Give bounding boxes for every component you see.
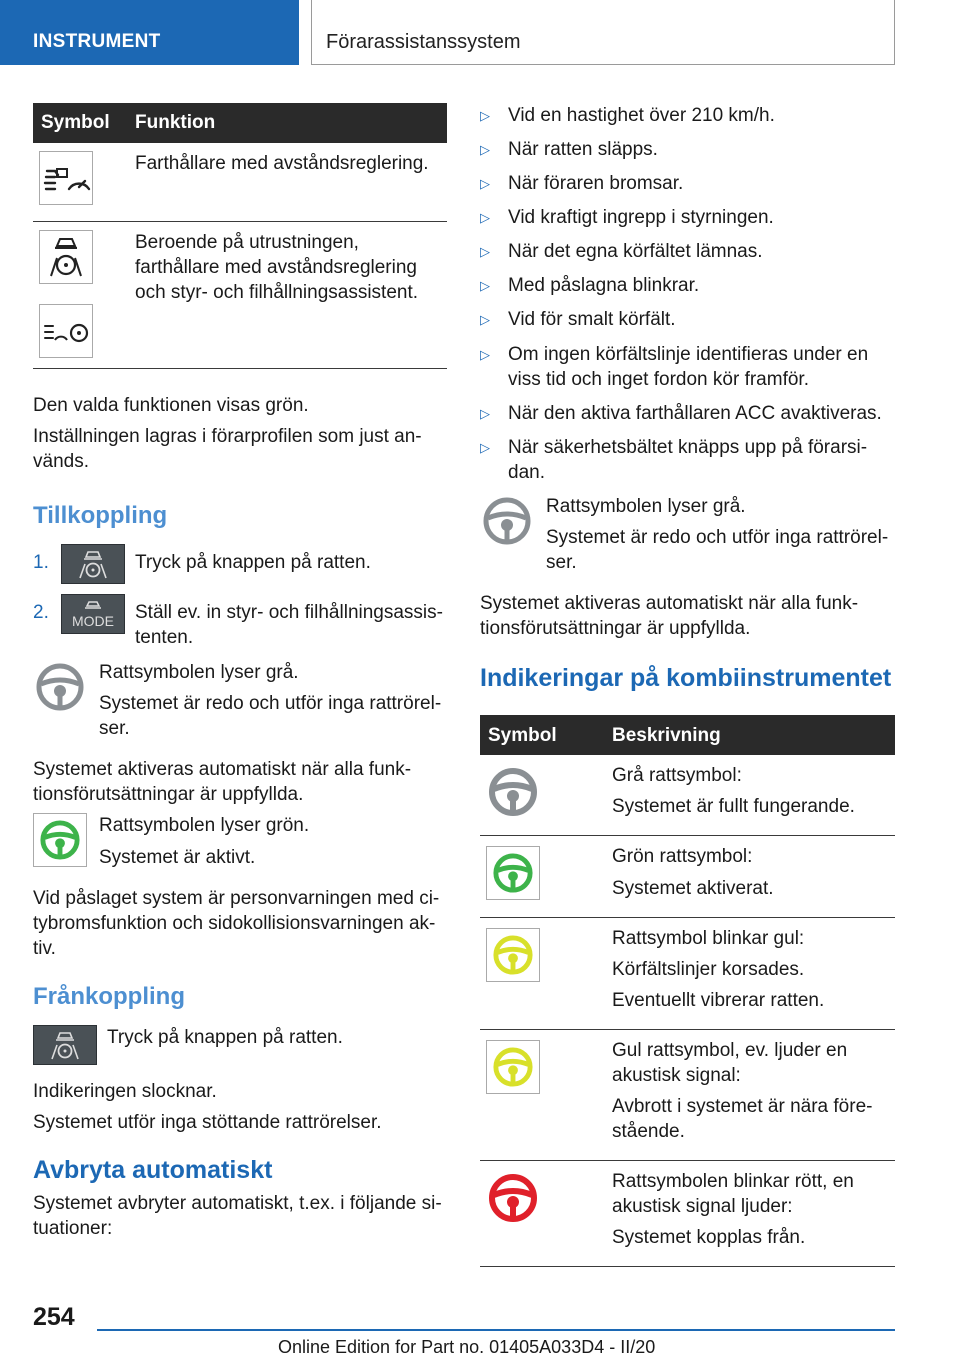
table-header-description: Beskrivning [604,715,895,755]
heading-tillkoppling: Tillkoppling [33,502,168,530]
steering-wheel-indicator-icon [486,1040,540,1094]
list-item: ▷ När föraren bromsar. [480,171,895,196]
step-text: Ställ ev. in styr- och filhållningsassis‐tenten. [135,601,443,648]
table-cell-text: Systemet kopplas från. [612,1227,806,1249]
header-chapter-box [311,0,895,65]
bullet-triangle-icon: ▷ [480,244,490,260]
steering-wheel-indicator-icon [486,846,540,900]
paragraph: Systemet aktiveras automatiskt när alla funk‐tionsförutsättningar är uppfyllda. [33,759,412,806]
table-cell-text: Rattsymbol blinkar gul: [612,927,805,949]
table-row [480,917,895,1029]
list-item: ▷ När säkerhetsbältet knäpps upp på förarsi‐dan. [480,435,895,485]
list-item: ▷ När det egna körfältet lämnas. [480,239,895,264]
table-cell-text: Avbrott i systemet är nära före‐stående. [612,1096,873,1143]
green-indicator-block [33,813,447,875]
steering-button-icon [33,1025,97,1065]
indicator-text: Systemet är redo och utför inga rattrörel‐ser. [546,527,889,574]
paragraph: Den valda funktionen visas grön. [33,395,309,416]
table-cell: Beroende på utrustningen, farthållare med avståndsreglering och styr- och filhållningsassistent. [127,222,447,369]
indicator-table [480,715,895,1267]
paragraph: Inställningen lagras i förarprofilen som just an‐vänds. [33,426,422,473]
list-item: ▷ Med påslagna blinkrar. [480,273,895,298]
step-text: Tryck på knappen på ratten. [135,551,371,573]
table-cell-text: Systemet aktiverat. [612,877,774,899]
off-step [33,1025,447,1065]
table-cell-text: Gul rattsymbol, ev. ljuder en akustisk signal: [612,1039,848,1086]
bullet-triangle-icon: ▷ [480,346,490,362]
footer-edition: Online Edition for Part no. 01405A033D4 - II/20 [278,1337,656,1357]
table-row [480,755,895,836]
table-header-symbol: Symbol [480,715,604,755]
list-item [33,594,447,650]
table-cell-text: Systemet är fullt fungerande. [612,796,855,818]
steering-wheel-grey-icon [33,660,87,714]
paragraph: Systemet utför inga stöttande rattrörelser. [33,1111,382,1133]
list-item: ▷ Om ingen körfältslinje identifieras under en viss tid och inget fordon kör framför. [480,342,895,392]
list-item: ▷ Vid en hastighet över 210 km/h. [480,103,895,128]
table-cell-text: Grå rattsymbol: [612,765,742,787]
indicator-text: Systemet är redo och utför inga rattrörel‐ser. [99,693,442,740]
heading-indikeringar: Indikeringar på kombiinstrumentet [480,664,892,693]
steps-list [33,544,447,650]
table-row [33,222,447,369]
table-cell-text: Grön rattsymbol: [612,846,753,868]
table-cell-text: Körfältslinjer korsades. [612,958,805,980]
section-title: INSTRUMENT [33,31,161,52]
list-item: ▷ När den aktiva farthållaren ACC avaktiveras. [480,401,895,426]
bullet-triangle-icon: ▷ [480,439,490,455]
table-cell-text: Rattsymbolen blinkar rött, en akustisk signal ljuder: [612,1171,854,1218]
heading-avbryta: Avbryta automatiskt [33,1155,273,1184]
indicator-text: Rattsymbolen lyser grå. [546,495,746,517]
mode-label: MODE [72,612,114,629]
table-row [480,1161,895,1267]
bullet-triangle-icon: ▷ [480,312,490,328]
steering-wheel-indicator-icon [486,1171,540,1225]
indicator-text: Rattsymbolen lyser grön. [99,815,310,837]
indicator-text: Systemet är aktivt. [99,846,256,868]
right-column [480,103,895,1267]
table-header-symbol: Symbol [33,103,127,143]
paragraph: Vid påslaget system är personvarningen med ci‐tybromsfunktion och sidokollisionsvarningen ak‐tiv. [33,887,440,959]
list-item: ▷ Vid kraftigt ingrepp i styrningen. [480,205,895,230]
steering-wheel-green-icon [33,813,87,867]
step-number: 2. [33,601,49,623]
bullet-triangle-icon: ▷ [480,108,490,123]
bullet-triangle-icon: ▷ [480,278,490,294]
grey-indicator-block [33,660,447,747]
grey-indicator-block [480,494,895,581]
list-item: ▷ När ratten släpps. [480,137,895,162]
page-number: 254 [33,1303,75,1331]
table-row [480,836,895,917]
function-table [33,103,447,369]
steering-wheel-grey-icon [480,494,534,548]
cruise-distance-icon [39,151,93,205]
header-section-tab [0,0,299,65]
table-header-function: Funktion [127,103,447,143]
heading-frankoppling: Frånkoppling [33,982,185,1010]
steering-wheel-indicator-icon [486,928,540,982]
bullet-triangle-icon: ▷ [480,142,490,158]
left-column [33,103,447,1247]
table-cell: Farthållare med avståndsreglering. [127,143,447,222]
list-item [33,544,447,584]
list-item: ▷ Vid för smalt körfält. [480,307,895,332]
table-row [480,1029,895,1160]
indicator-text: Rattsymbolen lyser grå. [99,662,299,684]
abort-conditions-list [480,103,895,485]
paragraph: Systemet aktiveras automatiskt när alla funk‐tionsförutsättningar är uppfyllda. [480,593,859,640]
steering-wheel-indicator-icon [486,765,540,819]
footer-rule [97,1329,895,1331]
mode-button-icon [61,594,125,634]
table-row [33,143,447,222]
paragraph: Indikeringen slocknar. [33,1080,217,1102]
paragraph: Systemet avbryter automatiskt, t.ex. i följande si‐tuationer: [33,1192,442,1239]
step-text: Tryck på knappen på ratten. [107,1026,343,1048]
bullet-triangle-icon: ▷ [480,405,490,421]
steering-button-icon [61,544,125,584]
steering-assist-icon [39,304,93,358]
bullet-triangle-icon: ▷ [480,176,490,192]
lane-keeping-icon [39,230,93,284]
chapter-title: Förarassistanssystem [326,31,521,53]
step-number: 1. [33,551,49,573]
table-cell-text: Eventuellt vibrerar ratten. [612,989,825,1011]
bullet-triangle-icon: ▷ [480,210,490,226]
